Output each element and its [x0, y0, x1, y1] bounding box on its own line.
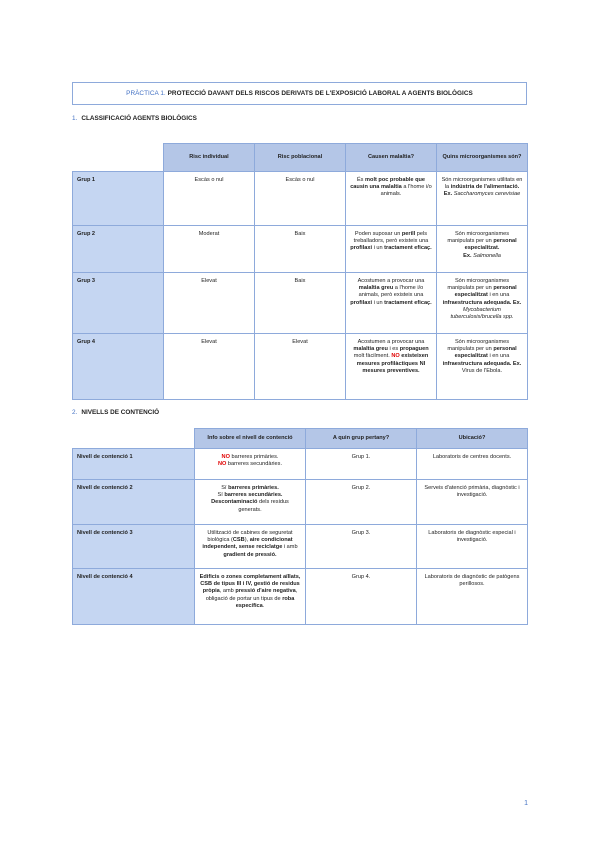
section-1-title: CLASSIFICACIÓ AGENTS BIOLÒGICS: [81, 115, 197, 122]
cell-poblacional: Baix: [255, 226, 346, 273]
cell-microorganismes: Són microorganismes manipulats per un personal especialitzat i en una infraestructura adequada. Ex. Virus de l'Ebola.: [437, 334, 528, 400]
cell-ubicacio: Laboratoris de diagnòstic especial i investigació.: [417, 525, 528, 569]
section-2-heading: [72, 409, 159, 416]
table-row: [73, 226, 528, 273]
row-head-grup-1: Grup 1: [73, 172, 164, 226]
cell-malaltia: Poden suposar un perill pels treballadors, però existeix una profilaxi i un tractament eficaç.: [346, 226, 437, 273]
title-text: PROTECCIÓ DAVANT DELS RISCOS DERIVATS DE L'EXPOSICIÓ LABORAL A AGENTS BIOLÒGICS: [167, 90, 473, 97]
cell-individual: Elevat: [164, 334, 255, 400]
cell-grup: Grup 1.: [306, 449, 417, 480]
section-1-number: 1.: [72, 115, 78, 122]
col-info-nivell: Info sobre el nivell de contenció: [195, 429, 306, 449]
cell-grup: Grup 4.: [306, 569, 417, 625]
cell-poblacional: Baix: [255, 273, 346, 334]
col-risc-poblacional: Risc poblacional: [255, 144, 346, 172]
cell-info: Sí barreres primàries. Sí barreres secundàries. Descontaminació dels residus generats.: [195, 480, 306, 525]
cell-microorganismes: Són microorganismes manipulats per un personal especialitzat. Ex. Salmonella: [437, 226, 528, 273]
table-row: [73, 525, 528, 569]
cell-grup: Grup 2.: [306, 480, 417, 525]
table-row: [73, 569, 528, 625]
page-number: 1: [524, 800, 528, 807]
cell-poblacional: Elevat: [255, 334, 346, 400]
cell-malaltia: Acostumen a provocar una malaltia greu i es propaguen molt fàcilment. NO existeixen mesures profilàctiques NI mesures preventives.: [346, 334, 437, 400]
cell-ubicacio: Serveis d'atenció primària, diagnòstic i investigació.: [417, 480, 528, 525]
col-grup: A quin grup pertany?: [306, 429, 417, 449]
table-corner: [73, 144, 164, 172]
row-head-nivell-1: Nivell de contenció 1: [73, 449, 195, 480]
title-prefix: PRÀCTICA 1.: [126, 90, 166, 97]
practice-title: [72, 82, 527, 105]
row-head-grup-4: Grup 4: [73, 334, 164, 400]
col-quins-microorganismes: Quins microorganismes són?: [437, 144, 528, 172]
row-head-nivell-3: Nivell de contenció 3: [73, 525, 195, 569]
cell-info: Edificis o zones completament aïllats, CSB de tipus III i IV, gestió de residus pròpia, amb pressió d'aire negativa, obligació de portar un tipus de roba específica.: [195, 569, 306, 625]
cell-ubicacio: Laboratoris de centres docents.: [417, 449, 528, 480]
containment-table: [72, 428, 528, 625]
row-head-nivell-2: Nivell de contenció 2: [73, 480, 195, 525]
cell-ubicacio: Laboratoris de diagnòstic de patògens perillosos.: [417, 569, 528, 625]
col-ubicacio: Ubicació?: [417, 429, 528, 449]
row-head-grup-2: Grup 2: [73, 226, 164, 273]
table-row: [73, 334, 528, 400]
cell-microorganismes: Són microorganismes manipulats per un personal especialitzat i en una infraestructura adequada. Ex. Mycobacterium tuberculosis/brucella spp.: [437, 273, 528, 334]
cell-microorganismes: Són microorganismes utilitats en la indústria de l'alimentació. Ex. Saccharomyces cerevisiae: [437, 172, 528, 226]
table-corner: [73, 429, 195, 449]
cell-malaltia: És molt poc probable que causin una malaltia a l'home i/o animals.: [346, 172, 437, 226]
classification-table: [72, 143, 528, 400]
section-1-heading: [72, 115, 197, 122]
cell-info: Utilització de cabines de seguretat biològica (CSB), aire condicionat independent, sense reciclatge i amb gradient de pressió.: [195, 525, 306, 569]
cell-individual: Moderat: [164, 226, 255, 273]
col-risc-individual: Risc individual: [164, 144, 255, 172]
row-head-nivell-4: Nivell de contenció 4: [73, 569, 195, 625]
cell-individual: Escàs o nul: [164, 172, 255, 226]
section-2-number: 2.: [72, 409, 78, 416]
table-row: [73, 480, 528, 525]
cell-grup: Grup 3.: [306, 525, 417, 569]
table-row: [73, 172, 528, 226]
cell-individual: Elevat: [164, 273, 255, 334]
table-row: [73, 273, 528, 334]
cell-info: NO barreres primàries. NO barreres secundàries.: [195, 449, 306, 480]
table-row: [73, 449, 528, 480]
cell-malaltia: Acostumen a provocar una malaltia greu a l'home i/o animals, però existeix una profilaxi i un tractament eficaç.: [346, 273, 437, 334]
section-2-title: NIVELLS DE CONTENCIÓ: [81, 409, 160, 416]
cell-poblacional: Escàs o nul: [255, 172, 346, 226]
row-head-grup-3: Grup 3: [73, 273, 164, 334]
col-causen-malaltia: Causen malaltia?: [346, 144, 437, 172]
